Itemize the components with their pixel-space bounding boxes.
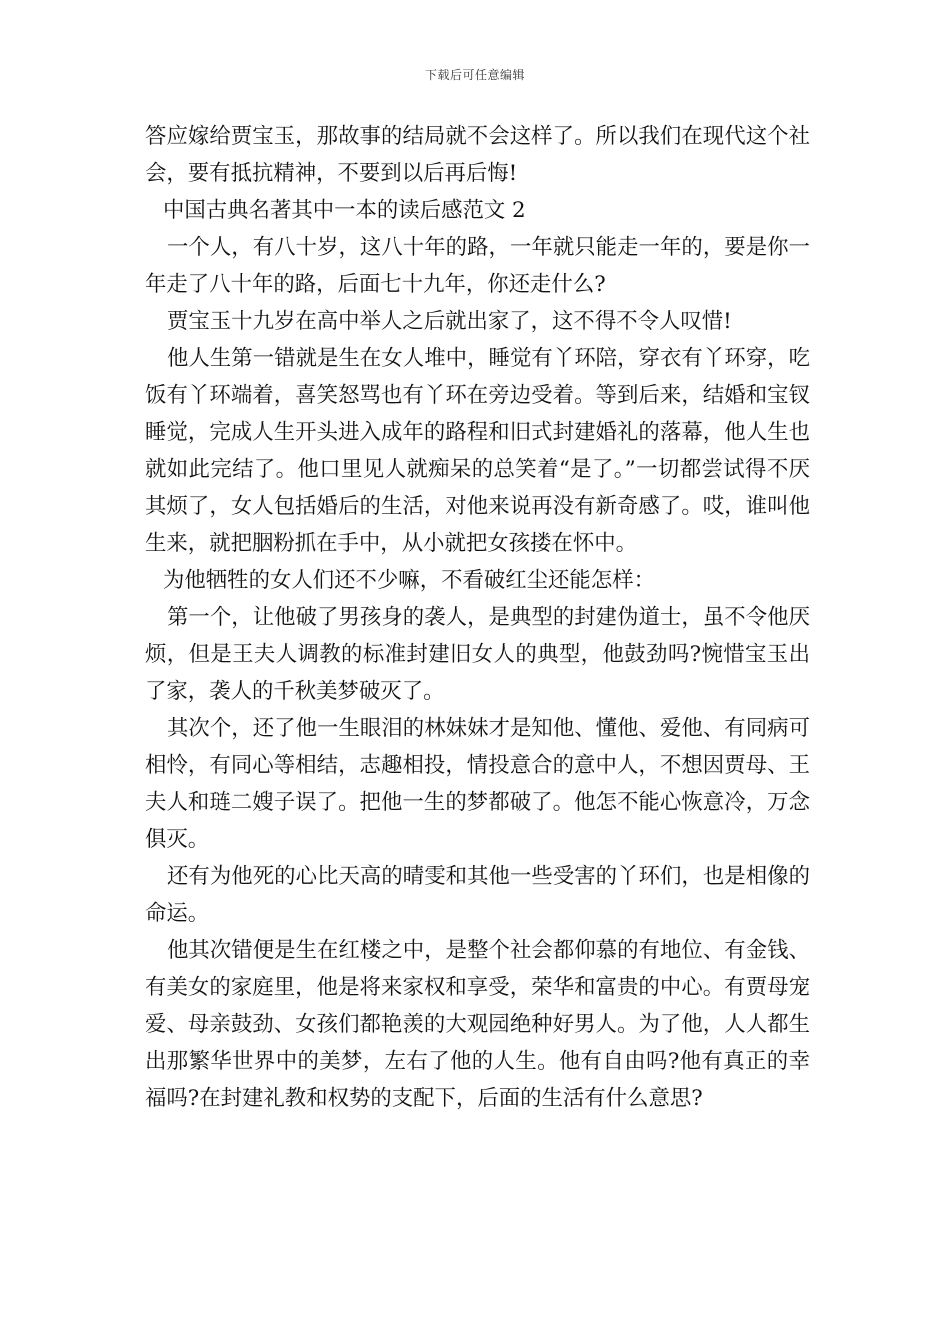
document-body <box>145 118 810 1117</box>
paragraph: 贾宝玉十九岁在高中举人之后就出家了，这不得不令人叹惜! <box>167 309 732 334</box>
paragraph: 还有为他死的心比天高的晴雯和其他一些受害的丫环们，也是相像的命运。 <box>145 864 810 926</box>
page-header: 下载后可任意编辑 <box>424 68 525 82</box>
paragraph: 他其次错便是生在红楼之中，是整个社会都仰慕的有地位、有金钱、有美女的家庭里，他是将来家权和享受，荣华和富贵的中心。有贾母宠爱、母亲鼓劲、女孩们都艳羡的大观园绝种好男人。为了他，人人都生出那繁华世界中的美梦，左右了他的人生。他有自由吗?他有真正的幸福吗?在封建礼教和权势的支配下，后面的生活有什么意思? <box>145 938 810 1111</box>
paragraph: 一个人，有八十岁，这八十年的路，一年就只能走一年的，要是你一年走了八十年的路，后面七十九年，你还走什么? <box>145 235 810 297</box>
paragraph-continuation: 答应嫁给贾宝玉，那故事的结局就不会这样了。所以我们在现代这个社会，要有抵抗精神，不要到以后再后悔! <box>145 124 810 186</box>
paragraph: 第一个，让他破了男孩身的袭人，是典型的封建伪道士，虽不令他厌烦，但是王夫人调教的标准封建旧女人的典型，他鼓劲吗?惋惜宝玉出了家，袭人的千秋美梦破灭了。 <box>145 605 810 704</box>
section-heading: 中国古典名著其中一本的读后感范文 2 <box>163 198 526 223</box>
paragraph: 他人生第一错就是生在女人堆中，睡觉有丫环陪，穿衣有丫环穿，吃饭有丫环端着，喜笑怒骂也有丫环在旁边受着。等到后来，结婚和宝钗睡觉，完成人生开头进入成年的路程和旧式封建婚礼的落幕，他人生也就如此完结了。他口里见人就痴呆的总笑着“是了。”一切都尝试得不厌其烦了，女人包括婚后的生活，对他来说再没有新奇感了。哎，谁叫他生来，就把胭粉抓在手中，从小就把女孩搂在怀中。 <box>145 346 810 556</box>
paragraph: 为他牺牲的女人们还不少嘛，不看破红尘还能怎样： <box>163 568 655 593</box>
paragraph: 其次个，还了他一生眼泪的林妹妹才是知他、懂他、爱他、有同病可相怜，有同心等相结，志趣相投，情投意合的意中人，不想因贾母、王夫人和琏二嫂子误了。把他一生的梦都破了。他怎不能心恢意冷，万念俱灭。 <box>145 716 810 852</box>
